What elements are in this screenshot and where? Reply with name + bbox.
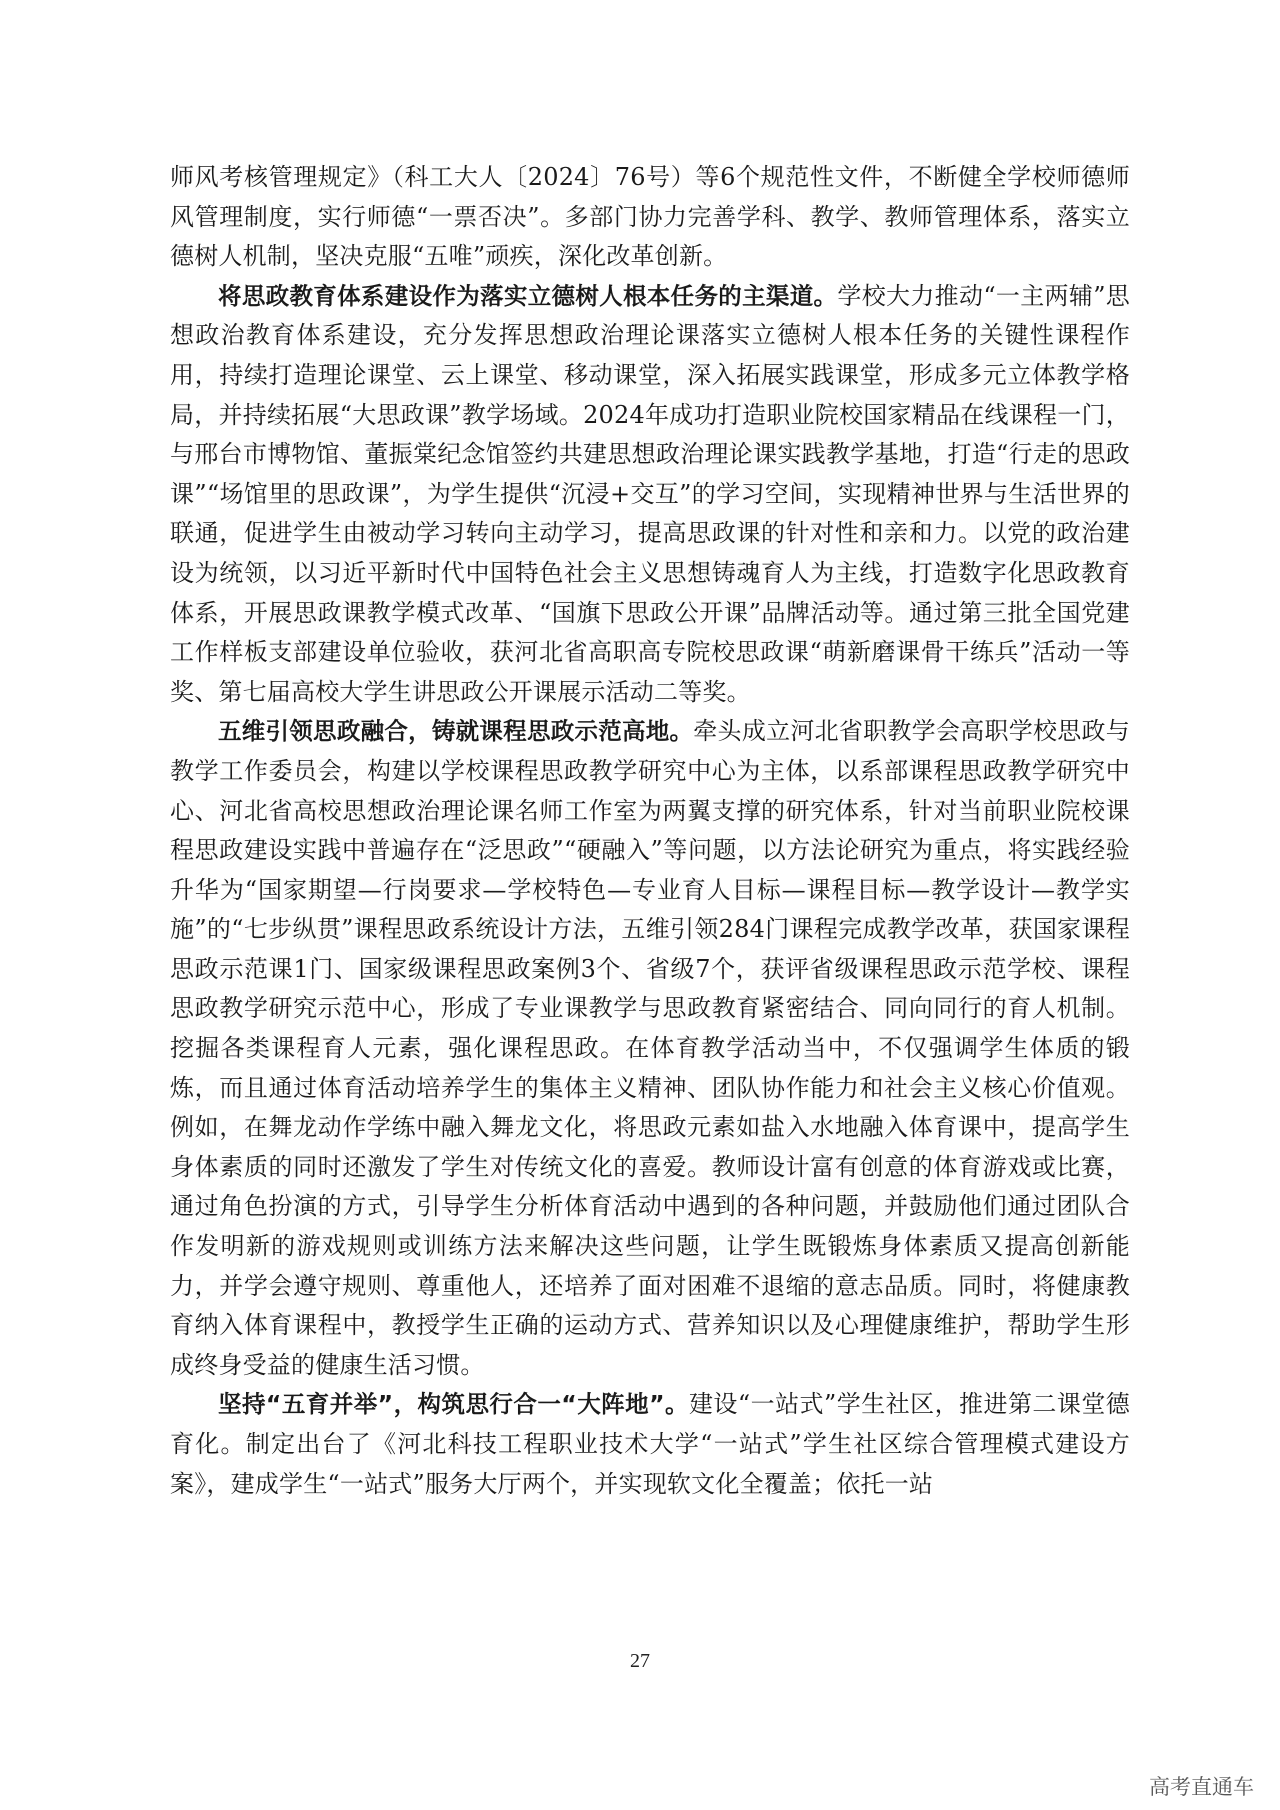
paragraph-lead: 五维引领思政融合，铸就课程思政示范高地。	[218, 717, 694, 746]
paragraph-body: 牵头成立河北省职教学会高职学校思政与教学工作委员会，构建以学校课程思政教学研究中心为主体，以系部课程思政教学研究中心、河北省高校思想政治理论课名师工作室为两翼支撑的研究体系，针对当前职业院校课程思政建设实践中普遍存在“泛思政”“硬融入”等问题，以方法论研究为重点，将实践经验升华为“国家期望—行岗要求—学校特色—专业育人目标—课程目标—教学设计—教学实施”的“七步纵贯”课程思政系统设计方法，五维引领284门课程完成教学改革，获国家课程思政示范课1门、国家级课程思政案例3个、省级7个，获评省级课程思政示范学校、课程思政教学研究示范中心，形成了专业课教学与思政教育紧密结合、同向同行的育人机制。挖掘各类课程育人元素，强化课程思政。在体育教学活动当中，不仅强调学生体质的锻炼，而且通过体育活动培养学生的集体主义精神、团队协作能力和社会主义核心价值观。例如，在舞龙动作学练中融入舞龙文化，将思政元素如盐入水地融入体育课中，提高学生身体素质的同时还激发了学生对传统文化的喜爱。教师设计富有创意的体育游戏或比赛，通过角色扮演的方式，引导学生分析体育活动中遇到的各种问题，并鼓励他们通过团队合作发明新的游戏规则或训练方法来解决这些问题，让学生既锻炼身体素质又提高创新能力，并学会遵守规则、尊重他人，还培养了面对困难不退缩的意志品质。同时，将健康教育纳入体育课程中，教授学生正确的运动方式、营养知识以及心理健康维护，帮助学生形成终身受益的健康生活习惯。	[170, 717, 1130, 1379]
watermark-text: 高考直通车	[1149, 1775, 1254, 1799]
paragraph-body: 师风考核管理规定》（科工大人〔2024〕76号）等6个规范性文件，不断健全学校师德师风管理制度，实行师德“一票否决”。多部门协力完善学科、教学、教师管理体系，落实立德树人机制，坚决克服“五唯”顽疾，深化改革创新。	[170, 163, 1130, 271]
paragraph-lead: 将思政教育体系建设作为落实立德树人根本任务的主渠道。	[218, 281, 838, 310]
paragraph-lead: 坚持“五育并举”，构筑思行合一“大阵地”。	[218, 1390, 689, 1419]
paragraph-ideological-system	[170, 277, 1130, 713]
paragraph-continuation	[170, 158, 1130, 277]
body-text	[170, 158, 1130, 1504]
paragraph-body: 建设“一站式”学生社区，推进第二课堂德育化。制定出台了《河北科技工程职业技术大学“一站式”学生社区综合管理模式建设方案》，建成学生“一站式”服务大厅两个，并实现软文化全覆盖；依托一站	[170, 1390, 1131, 1498]
paragraph-five-dimensions	[170, 712, 1130, 1385]
page-number: 27	[630, 1650, 650, 1672]
paragraph-body: 学校大力推动“一主两辅”思想政治教育体系建设，充分发挥思想政治理论课落实立德树人根本任务的关键性课程作用，持续打造理论课堂、云上课堂、移动课堂，深入拓展实践课堂，形成多元立体教学格局，并持续拓展“大思政课”教学场域。2024年成功打造职业院校国家精品在线课程一门，与邢台市博物馆、董振棠纪念馆签约共建思想政治理论课实践教学基地，打造“行走的思政课”“场馆里的思政课”，为学生提供“沉浸+交互”的学习空间，实现精神世界与生活世界的联通，促进学生由被动学习转向主动学习，提高思政课的针对性和亲和力。以党的政治建设为统领，以习近平新时代中国特色社会主义思想铸魂育人为主线，打造数字化思政教育体系，开展思政课教学模式改革、“国旗下思政公开课”品牌活动等。通过第三批全国党建工作样板支部建设单位验收，获河北省高职高专院校思政课“萌新磨课骨干练兵”活动一等奖、第七届高校大学生讲思政公开课展示活动二等奖。	[170, 281, 1130, 706]
paragraph-five-education	[170, 1385, 1130, 1504]
